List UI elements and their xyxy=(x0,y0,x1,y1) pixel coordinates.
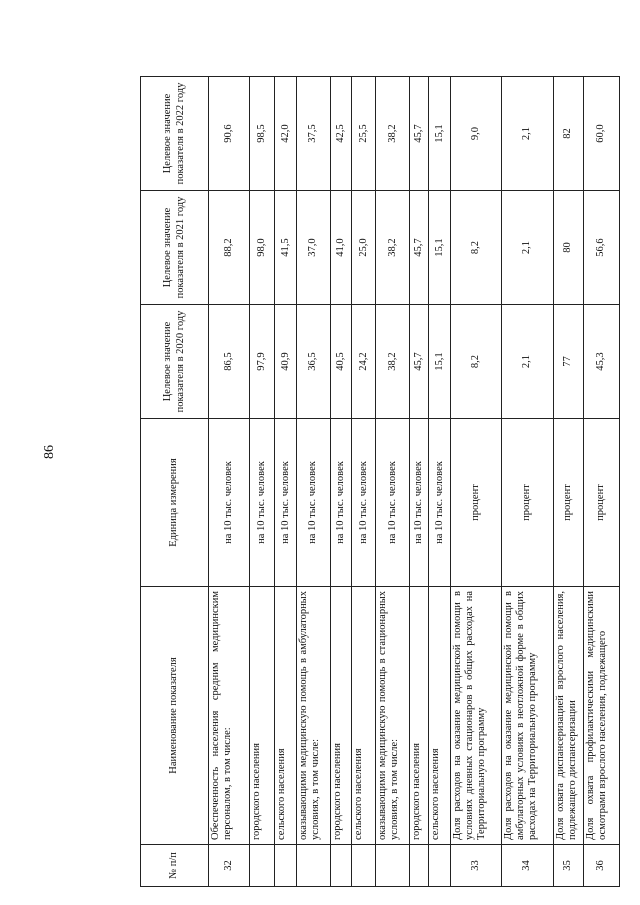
rotated-table-container xyxy=(140,77,620,887)
value-2022: 82 xyxy=(553,77,583,191)
value-2022: 37,5 xyxy=(296,77,330,191)
indicator-name: городского населения xyxy=(249,587,275,845)
value-2021: 37,0 xyxy=(296,191,330,305)
unit-of-measure: на 10 тыс. человек xyxy=(331,419,352,587)
indicator-name: Доля охвата профилактическими медицинскими осмотрами взрослого населения, подлежащего xyxy=(583,587,619,845)
indicator-name: Доля расходов на оказание медицинской помощи в амбулаторных условиях в неотложной форме в общих расходах на Территориальную программу xyxy=(502,587,553,845)
indicator-name: оказывающими медицинскую помощь в амбулаторных условиях, в том числе: xyxy=(296,587,330,845)
value-2021: 41,0 xyxy=(331,191,352,305)
unit-of-measure: на 10 тыс. человек xyxy=(375,419,409,587)
value-2021: 80 xyxy=(553,191,583,305)
value-2021: 45,7 xyxy=(410,191,429,305)
row-number: 36 xyxy=(583,845,619,887)
indicator-name: сельского населения xyxy=(275,587,296,845)
value-2021: 56,6 xyxy=(583,191,619,305)
table-row xyxy=(375,77,409,887)
row-number xyxy=(410,845,429,887)
table-row xyxy=(352,77,376,887)
row-number: 35 xyxy=(553,845,583,887)
table-row xyxy=(209,77,250,887)
row-number: 33 xyxy=(450,845,501,887)
unit-of-measure: на 10 тыс. человек xyxy=(249,419,275,587)
table-row xyxy=(410,77,429,887)
value-2022: 98,5 xyxy=(249,77,275,191)
unit-of-measure: на 10 тыс. человек xyxy=(352,419,376,587)
indicator-name: сельского населения xyxy=(429,587,450,845)
unit-of-measure: процент xyxy=(502,419,553,587)
value-2022: 45,7 xyxy=(410,77,429,191)
value-2022: 38,2 xyxy=(375,77,409,191)
table-row xyxy=(450,77,501,887)
header-2022: Целевое значение показателя в 2022 году xyxy=(141,77,209,191)
row-number: 34 xyxy=(502,845,553,887)
header-2021: Целевое значение показателя в 2021 году xyxy=(141,191,209,305)
value-2022: 9,0 xyxy=(450,77,501,191)
value-2020: 8,2 xyxy=(450,305,501,419)
indicator-name: оказывающими медицинскую помощь в стационарных условиях, в том числе: xyxy=(375,587,409,845)
indicator-name: Доля охвата диспансеризацией взрослого населения, подлежащего диспансеризации xyxy=(553,587,583,845)
value-2021: 38,2 xyxy=(375,191,409,305)
row-number: 32 xyxy=(209,845,250,887)
unit-of-measure: на 10 тыс. человек xyxy=(209,419,250,587)
unit-of-measure: на 10 тыс. человек xyxy=(296,419,330,587)
unit-of-measure: процент xyxy=(450,419,501,587)
value-2020: 38,2 xyxy=(375,305,409,419)
value-2020: 40,5 xyxy=(331,305,352,419)
header-unit: Единица измерения xyxy=(141,419,209,587)
page-number: 86 xyxy=(42,445,57,459)
table-row xyxy=(502,77,553,887)
indicator-name: сельского населения xyxy=(352,587,376,845)
value-2022: 25,5 xyxy=(352,77,376,191)
value-2021: 98,0 xyxy=(249,191,275,305)
header-row xyxy=(141,77,209,887)
unit-of-measure: на 10 тыс. человек xyxy=(429,419,450,587)
value-2020: 97,9 xyxy=(249,305,275,419)
value-2021: 88,2 xyxy=(209,191,250,305)
unit-of-measure: процент xyxy=(583,419,619,587)
unit-of-measure: на 10 тыс. человек xyxy=(410,419,429,587)
row-number xyxy=(296,845,330,887)
indicator-name: городского населения xyxy=(331,587,352,845)
table-row xyxy=(275,77,296,887)
value-2020: 77 xyxy=(553,305,583,419)
value-2020: 15,1 xyxy=(429,305,450,419)
table-row xyxy=(249,77,275,887)
indicator-name: Обеспеченность населения средним медицинским персоналом, в том числе: xyxy=(209,587,250,845)
value-2021: 2,1 xyxy=(502,191,553,305)
row-number xyxy=(331,845,352,887)
table-row xyxy=(429,77,450,887)
value-2021: 41,5 xyxy=(275,191,296,305)
value-2022: 42,0 xyxy=(275,77,296,191)
indicator-name: Доля расходов на оказание медицинской помощи в условиях дневных стационаров в общих расходах на Территориальную программу xyxy=(450,587,501,845)
value-2020: 2,1 xyxy=(502,305,553,419)
value-2021: 15,1 xyxy=(429,191,450,305)
value-2020: 40,9 xyxy=(275,305,296,419)
value-2020: 36,5 xyxy=(296,305,330,419)
unit-of-measure: процент xyxy=(553,419,583,587)
table-row xyxy=(331,77,352,887)
header-name: Наименование показателя xyxy=(141,587,209,845)
table-row xyxy=(296,77,330,887)
row-number xyxy=(249,845,275,887)
value-2020: 45,3 xyxy=(583,305,619,419)
value-2022: 2,1 xyxy=(502,77,553,191)
row-number xyxy=(352,845,376,887)
row-number xyxy=(375,845,409,887)
value-2022: 60,0 xyxy=(583,77,619,191)
value-2020: 45,7 xyxy=(410,305,429,419)
value-2022: 90,6 xyxy=(209,77,250,191)
header-2020: Целевое значение показателя в 2020 году xyxy=(141,305,209,419)
indicators-table xyxy=(140,76,620,887)
indicator-name: городского населения xyxy=(410,587,429,845)
table-row xyxy=(583,77,619,887)
row-number xyxy=(275,845,296,887)
header-no: № п/п xyxy=(141,845,209,887)
value-2022: 42,5 xyxy=(331,77,352,191)
value-2022: 15,1 xyxy=(429,77,450,191)
value-2021: 25,0 xyxy=(352,191,376,305)
value-2020: 86,5 xyxy=(209,305,250,419)
unit-of-measure: на 10 тыс. человек xyxy=(275,419,296,587)
table-row xyxy=(553,77,583,887)
row-number xyxy=(429,845,450,887)
value-2021: 8,2 xyxy=(450,191,501,305)
value-2020: 24,2 xyxy=(352,305,376,419)
